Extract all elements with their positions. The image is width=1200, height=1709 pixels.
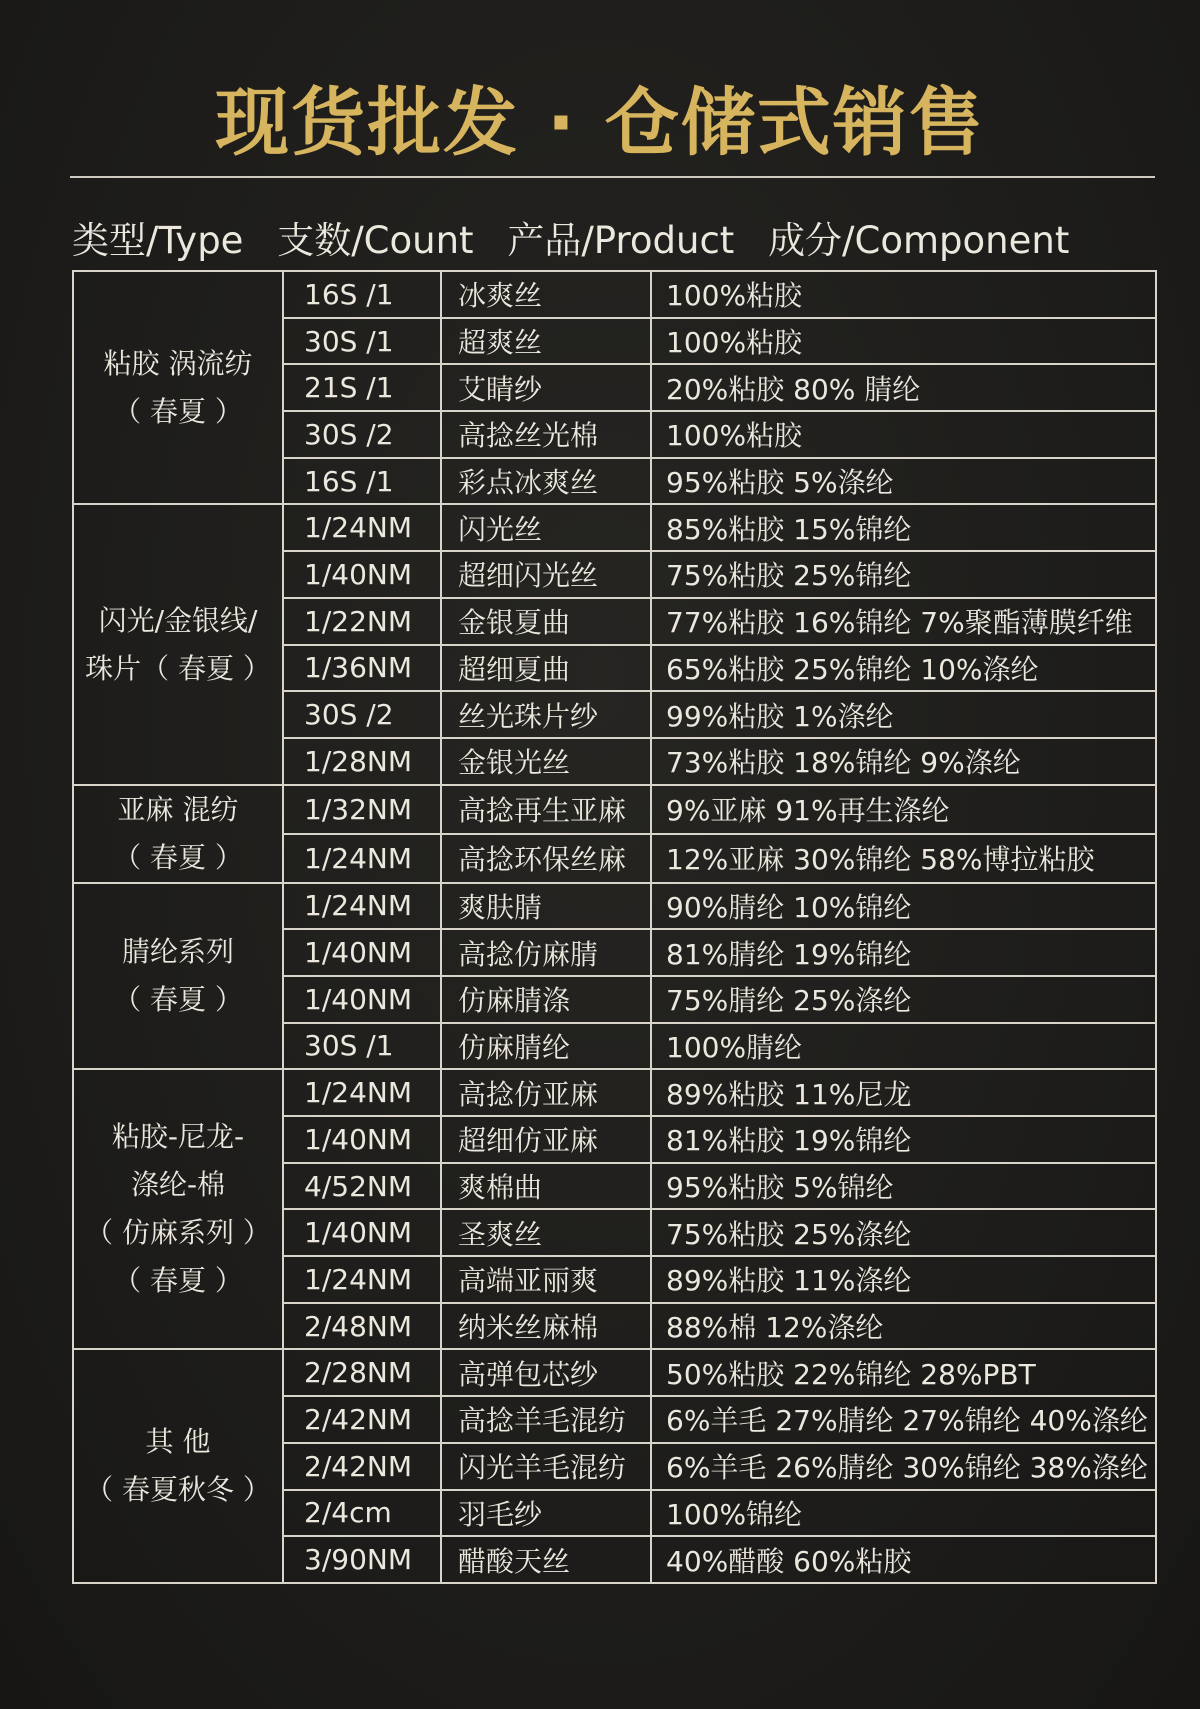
type-label: 涤纶-棉 xyxy=(130,1168,226,1202)
product-cell: 仿麻腈纶 xyxy=(441,1023,651,1070)
header-count: 支数/Count xyxy=(277,219,474,262)
component-cell: 20%粘胶 80% 腈纶 xyxy=(651,364,1156,411)
title-divider xyxy=(70,176,1155,178)
product-cell: 羽毛纱 xyxy=(441,1490,651,1537)
type-label: 闪光/金银线/ xyxy=(98,603,258,637)
header-type: 类型/Type xyxy=(72,219,244,262)
header-product: 产品/Product xyxy=(507,219,735,262)
count-cell: 4/52NM xyxy=(283,1163,441,1210)
count-cell: 1/24NM xyxy=(283,1256,441,1303)
count-cell: 3/90NM xyxy=(283,1536,441,1583)
type-label: 腈纶系列 xyxy=(121,934,234,968)
component-cell: 95%粘胶 5%锦纶 xyxy=(651,1163,1156,1210)
component-cell: 9%亚麻 91%再生涤纶 xyxy=(651,785,1156,834)
product-cell: 丝光珠片纱 xyxy=(441,691,651,738)
component-cell: 81%粘胶 19%锦纶 xyxy=(651,1116,1156,1163)
count-cell: 1/40NM xyxy=(283,1116,441,1163)
component-cell: 99%粘胶 1%涤纶 xyxy=(651,691,1156,738)
type-cell xyxy=(73,1069,283,1349)
type-label: （ 春夏秋冬 ） xyxy=(85,1473,271,1507)
type-label: （ 春夏 ） xyxy=(113,982,243,1016)
type-cell xyxy=(73,883,283,1070)
count-cell: 2/28NM xyxy=(283,1349,441,1396)
product-cell: 艾睛纱 xyxy=(441,364,651,411)
component-cell: 85%粘胶 15%锦纶 xyxy=(651,504,1156,551)
component-cell: 89%粘胶 11%尼龙 xyxy=(651,1069,1156,1116)
table-row xyxy=(73,785,1156,834)
column-headers xyxy=(72,210,1091,260)
component-cell: 50%粘胶 22%锦纶 28%PBT xyxy=(651,1349,1156,1396)
count-cell: 16S /1 xyxy=(283,271,441,318)
table-row xyxy=(73,271,1156,318)
count-cell: 1/36NM xyxy=(283,645,441,692)
table-row xyxy=(73,1069,1156,1116)
count-cell: 1/24NM xyxy=(283,504,441,551)
table-row xyxy=(73,1349,1156,1396)
count-cell: 2/42NM xyxy=(283,1396,441,1443)
product-cell: 高捻丝光棉 xyxy=(441,411,651,458)
table-row xyxy=(73,883,1156,930)
type-cell xyxy=(73,785,283,883)
product-cell: 超细闪光丝 xyxy=(441,551,651,598)
product-cell: 高捻再生亚麻 xyxy=(441,785,651,834)
component-cell: 89%粘胶 11%涤纶 xyxy=(651,1256,1156,1303)
product-cell: 超爽丝 xyxy=(441,318,651,365)
product-cell: 高捻仿麻腈 xyxy=(441,929,651,976)
product-cell: 闪光羊毛混纺 xyxy=(441,1443,651,1490)
count-cell: 1/40NM xyxy=(283,976,441,1023)
product-cell: 超细夏曲 xyxy=(441,645,651,692)
count-cell: 2/42NM xyxy=(283,1443,441,1490)
product-table xyxy=(72,270,1157,1584)
count-cell: 16S /1 xyxy=(283,458,441,505)
count-cell: 2/48NM xyxy=(283,1303,441,1350)
type-label: 粘胶 涡流纺 xyxy=(103,346,253,380)
component-cell: 65%粘胶 25%锦纶 10%涤纶 xyxy=(651,645,1156,692)
count-cell: 30S /2 xyxy=(283,691,441,738)
product-cell: 爽棉曲 xyxy=(441,1163,651,1210)
component-cell: 81%腈纶 19%锦纶 xyxy=(651,929,1156,976)
count-cell: 21S /1 xyxy=(283,364,441,411)
product-cell: 高捻环保丝麻 xyxy=(441,834,651,883)
component-cell: 77%粘胶 16%锦纶 7%聚酯薄膜纤维 xyxy=(651,598,1156,645)
product-cell: 仿麻腈涤 xyxy=(441,976,651,1023)
count-cell: 1/24NM xyxy=(283,1069,441,1116)
type-label: （ 春夏 ） xyxy=(113,1264,243,1298)
count-cell: 1/28NM xyxy=(283,738,441,785)
product-cell: 闪光丝 xyxy=(441,504,651,551)
type-label: 亚麻 混纺 xyxy=(117,792,239,826)
component-cell: 90%腈纶 10%锦纶 xyxy=(651,883,1156,930)
type-label: 其 他 xyxy=(145,1425,211,1459)
component-cell: 95%粘胶 5%涤纶 xyxy=(651,458,1156,505)
product-cell: 醋酸天丝 xyxy=(441,1536,651,1583)
component-cell: 100%锦纶 xyxy=(651,1490,1156,1537)
product-cell: 纳米丝麻棉 xyxy=(441,1303,651,1350)
product-cell: 超细仿亚麻 xyxy=(441,1116,651,1163)
count-cell: 30S /2 xyxy=(283,411,441,458)
product-cell: 高捻仿亚麻 xyxy=(441,1069,651,1116)
component-cell: 6%羊毛 27%腈纶 27%锦纶 40%涤纶 xyxy=(651,1396,1156,1443)
header-component: 成分/Component xyxy=(768,219,1070,262)
count-cell: 30S /1 xyxy=(283,318,441,365)
product-cell: 高端亚丽爽 xyxy=(441,1256,651,1303)
product-cell: 圣爽丝 xyxy=(441,1209,651,1256)
component-cell: 75%粘胶 25%锦纶 xyxy=(651,551,1156,598)
count-cell: 1/40NM xyxy=(283,551,441,598)
product-cell: 高捻羊毛混纺 xyxy=(441,1396,651,1443)
type-cell xyxy=(73,271,283,504)
page-title: 现货批发 · 仓储式销售 xyxy=(215,80,985,166)
component-cell: 75%腈纶 25%涤纶 xyxy=(651,976,1156,1023)
product-cell: 金银夏曲 xyxy=(441,598,651,645)
count-cell: 1/24NM xyxy=(283,834,441,883)
component-cell: 6%羊毛 26%腈纶 30%锦纶 38%涤纶 xyxy=(651,1443,1156,1490)
product-cell: 彩点冰爽丝 xyxy=(441,458,651,505)
product-cell: 爽肤腈 xyxy=(441,883,651,930)
product-cell: 金银光丝 xyxy=(441,738,651,785)
component-cell: 40%醋酸 60%粘胶 xyxy=(651,1536,1156,1583)
count-cell: 1/22NM xyxy=(283,598,441,645)
component-cell: 100%腈纶 xyxy=(651,1023,1156,1070)
count-cell: 1/24NM xyxy=(283,883,441,930)
type-cell xyxy=(73,1349,283,1582)
count-cell: 2/4cm xyxy=(283,1490,441,1537)
type-label: （ 春夏 ） xyxy=(113,394,243,428)
table-row xyxy=(73,504,1156,551)
type-label: （ 仿麻系列 ） xyxy=(85,1216,271,1250)
count-cell: 1/32NM xyxy=(283,785,441,834)
type-label: （ 春夏 ） xyxy=(113,840,243,874)
component-cell: 100%粘胶 xyxy=(651,318,1156,365)
type-label: 珠片（ 春夏 ） xyxy=(85,651,271,685)
type-cell xyxy=(73,504,283,784)
component-cell: 73%粘胶 18%锦纶 9%涤纶 xyxy=(651,738,1156,785)
count-cell: 30S /1 xyxy=(283,1023,441,1070)
component-cell: 75%粘胶 25%涤纶 xyxy=(651,1209,1156,1256)
count-cell: 1/40NM xyxy=(283,1209,441,1256)
product-cell: 高弹包芯纱 xyxy=(441,1349,651,1396)
type-label: 粘胶-尼龙- xyxy=(111,1120,245,1154)
component-cell: 88%棉 12%涤纶 xyxy=(651,1303,1156,1350)
count-cell: 1/40NM xyxy=(283,929,441,976)
product-cell: 冰爽丝 xyxy=(441,271,651,318)
component-cell: 12%亚麻 30%锦纶 58%博拉粘胶 xyxy=(651,834,1156,883)
component-cell: 100%粘胶 xyxy=(651,271,1156,318)
component-cell: 100%粘胶 xyxy=(651,411,1156,458)
